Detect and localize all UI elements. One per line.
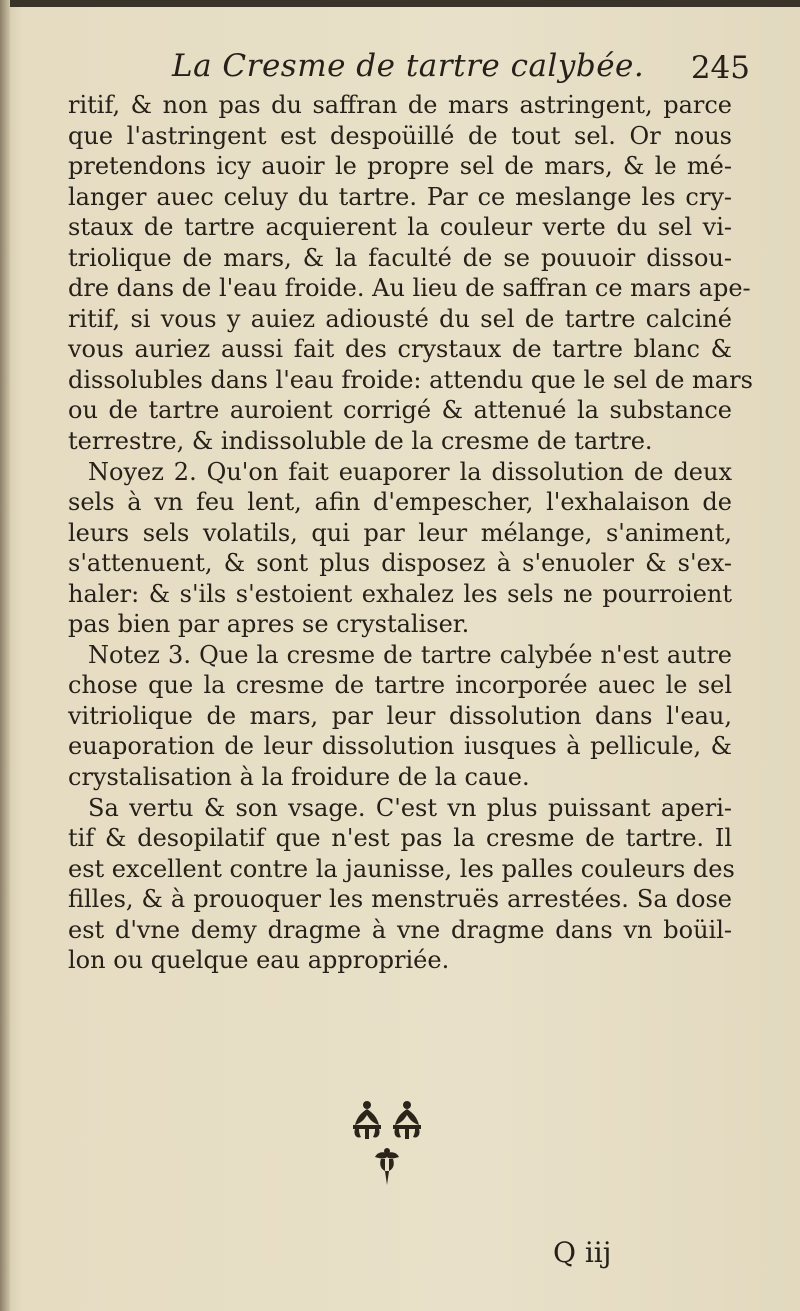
text-line: crystalisation à la froidure de la caue. (68, 763, 530, 792)
text-line: staux de tartre acquierent la couleur verte du sel vi- (68, 213, 732, 242)
text-line: Notez 3. Que la cresme de tartre calybée n'est autre (88, 640, 732, 669)
text-line: vous auriez aussi fait des crystaux de tartre blanc & (68, 335, 732, 364)
page-number: 245 (690, 50, 750, 86)
text-line: ou de tartre auroient corrigé & attenué la substance (68, 396, 732, 425)
text-line: triolique de mars, & la faculté de se pouuoir dissou- (68, 243, 732, 272)
text-line: pas bien par apres se crystaliser. (68, 610, 470, 639)
running-title: La Cresme de tartre calybée. (172, 48, 645, 84)
text-line: filles, & à prouoquer les menstruës arrestées. Sa dose (68, 885, 732, 914)
text-line: que l'astringent est despoüillé de tout sel. Or nous (68, 121, 732, 150)
body-text (68, 90, 753, 976)
text-line: Sa vertu & son vsage. C'est vn plus puissant aperi- (88, 793, 732, 822)
text-line: s'attenuent, & sont plus disposez à s'enuoler & s'ex- (68, 549, 732, 578)
text-line: tif & desopilatif que n'est pas la cresme de tartre. Il (68, 824, 732, 853)
text-line: terrestre, & indissoluble de la cresme de tartre. (68, 427, 653, 456)
text-line: ritif, si vous y auiez adiousté du sel de tartre calciné (68, 304, 732, 333)
page-header (60, 48, 750, 94)
page-top-edge (0, 0, 800, 7)
text-line: leurs sels volatils, qui par leur mélange, s'animent, (68, 518, 732, 547)
text-line: euaporation de leur dissolution iusques à pellicule, & (68, 732, 732, 761)
text-line: pretendons icy auoir le propre sel de mars, & le mé- (68, 152, 732, 181)
page-gutter-shadow (0, 0, 10, 1311)
text-line: lon ou quelque eau appropriée. (68, 946, 450, 975)
signature-mark: Q iij (553, 1236, 612, 1269)
text-line: Noyez 2. Qu'on fait euaporer la dissolution de deux (88, 457, 732, 486)
text-line: est excellent contre la jaunisse, les palles couleurs des (68, 854, 735, 883)
text-line: dre dans de l'eau froide. Au lieu de saffran ce mars ape- (68, 274, 751, 303)
text-line: vitriolique de mars, par leur dissolution dans l'eau, (68, 701, 732, 730)
text-line: sels à vn feu lent, afin d'empescher, l'exhalaison de (68, 488, 732, 517)
text-line: haler: & s'ils s'estoient exhalez les sels ne pourroient (68, 579, 732, 608)
fleuron-ornament (345, 1095, 435, 1190)
text-line: chose que la cresme de tartre incorporée auec le sel (68, 671, 732, 700)
text-line: ritif, & non pas du saffran de mars astringent, parce (68, 91, 732, 119)
text-line: dissolubles dans l'eau froide: attendu que le sel de mars (68, 365, 753, 394)
text-line: est d'vne demy dragme à vne dragme dans vn boüil- (68, 915, 732, 944)
text-line: langer auec celuy du tartre. Par ce meslange les cry- (68, 182, 732, 211)
